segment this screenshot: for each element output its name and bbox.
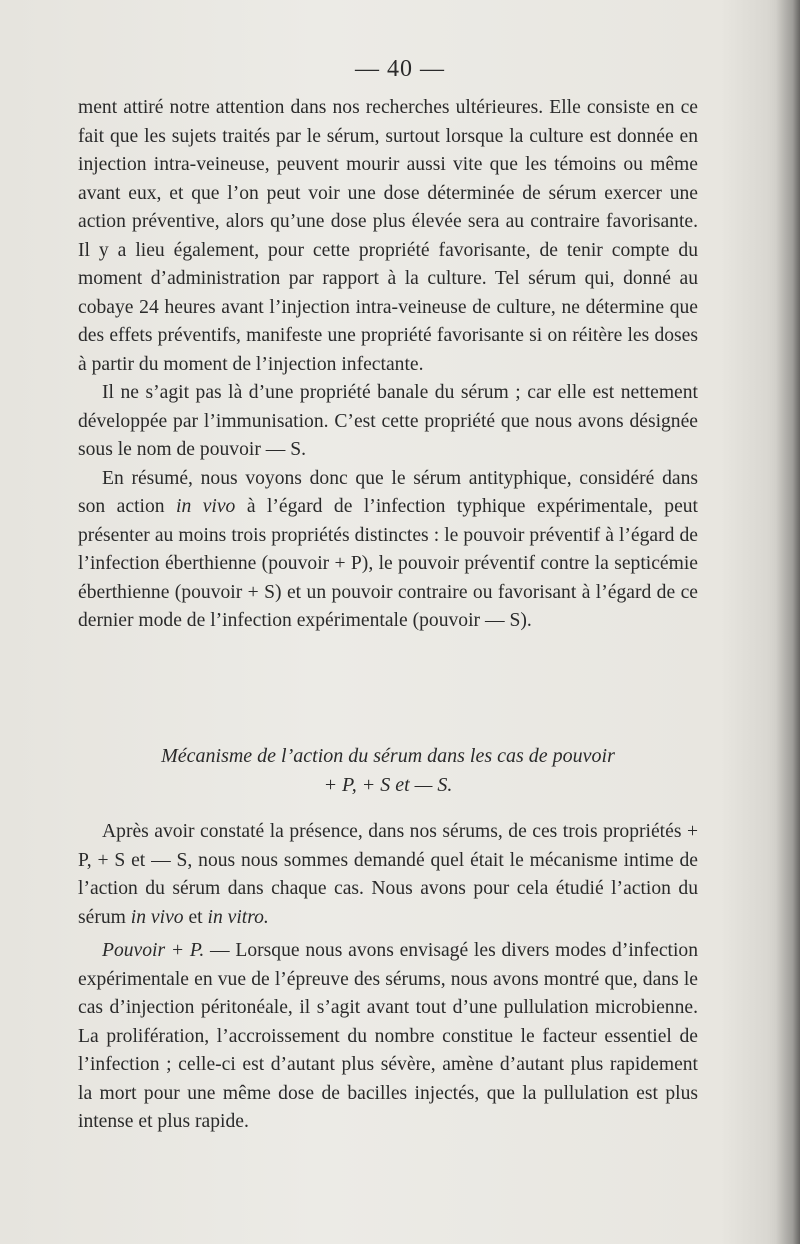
paragraph-mechanism [78,818,698,932]
paragraph-pouvoir-p [78,937,698,1137]
section-heading [78,742,698,800]
page-edge-shadow [776,0,800,1244]
paragraph-banal-property: Il ne s’agit pas là d’une propriété banale du sérum ; car elle est nettement développée par l’immunisation. C’est cette propriété que nous avons désignée sous le nom de pouvoir — S. [78,382,698,460]
page-number: — 40 — [355,56,445,82]
paragraph-summary [78,465,698,636]
summary-in-vivo: in vivo [176,496,236,517]
mechanism-text-a: Après avoir constaté la présence, dans nos sérums, de ces trois propriétés + P, + S et — S, nous nous sommes demandé quel était le mécanisme intime de l’action du sérum dans chaque cas. Nous avons pour cela étudié l’action du sérum [78,821,698,928]
mechanism-text-c: et [183,906,208,928]
text-block-top [78,94,698,636]
pouvoir-p-text: — Lorsque nous avons envisagé les divers modes d’infection expérimentale en vue de l’épreuve des sérums, nous avons montré que, dans le cas d’injection péritonéale, il s’agit avant tout d’une pullulation microbienne. La prolifération, l’accroissement du nombre constitue le facteur essentiel de l’infection ; celle-ci est d’autant plus sévère, amène d’autant plus rapidement la mort pour une même dose de bacilles injectés, que la pullulation est plus intense et plus rapide. [78,940,699,1132]
paragraph-continuation: ment attiré notre attention dans nos recherches ultérieures. Elle consiste en ce fait que les sujets traités par le sérum, surtout lorsque la culture est donnée en injection intra-veineuse, peuvent mourir aussi vite que les témoins ou même avant eux, et que l’on peut voir une dose déterminée de sérum exercer une action préventive, alors qu’une dose plus élevée sera au contraire favorisante. Il y a lieu également, pour cette propriété favorisante, de tenir compte du moment d’administration par rapport à la culture. Tel sérum qui, donné au cobaye 24 heures avant l’injection intra-veineuse de culture, ne détermine que des effets préventifs, manifeste une propriété favorisante si on réitère les doses à partir du moment de l’injection infectante. [78,97,698,375]
section-heading-line-2: + P, + S et — S. [323,774,453,796]
mechanism-in-vitro: in vitro. [207,906,269,928]
section-heading-line-1: Mécanisme de l’action du sérum dans les cas de pouvoir [161,745,615,767]
mechanism-in-vivo: in vivo [130,906,184,928]
text-block-pouvoir-p [78,937,698,1137]
summary-text-a: En résumé, nous voyons donc que le sérum antityphique, considéré dans son action [78,467,698,517]
summary-text-c: à l’égard de l’infection typhique expérimentale, peut présenter au moins trois propriétés distinctes : le pouvoir préventif à l’égard de l’infection éberthienne (pouvoir + P), le pouvoir préventif contre la septicémie éberthienne (pouvoir + S) et un pouvoir contraire ou favorisant à l’égard de ce dernier mode de l’infection expérimentale (pouvoir — S). [78,496,699,631]
pouvoir-p-label: Pouvoir + P. [102,940,205,961]
text-block-mechanism [78,818,698,932]
